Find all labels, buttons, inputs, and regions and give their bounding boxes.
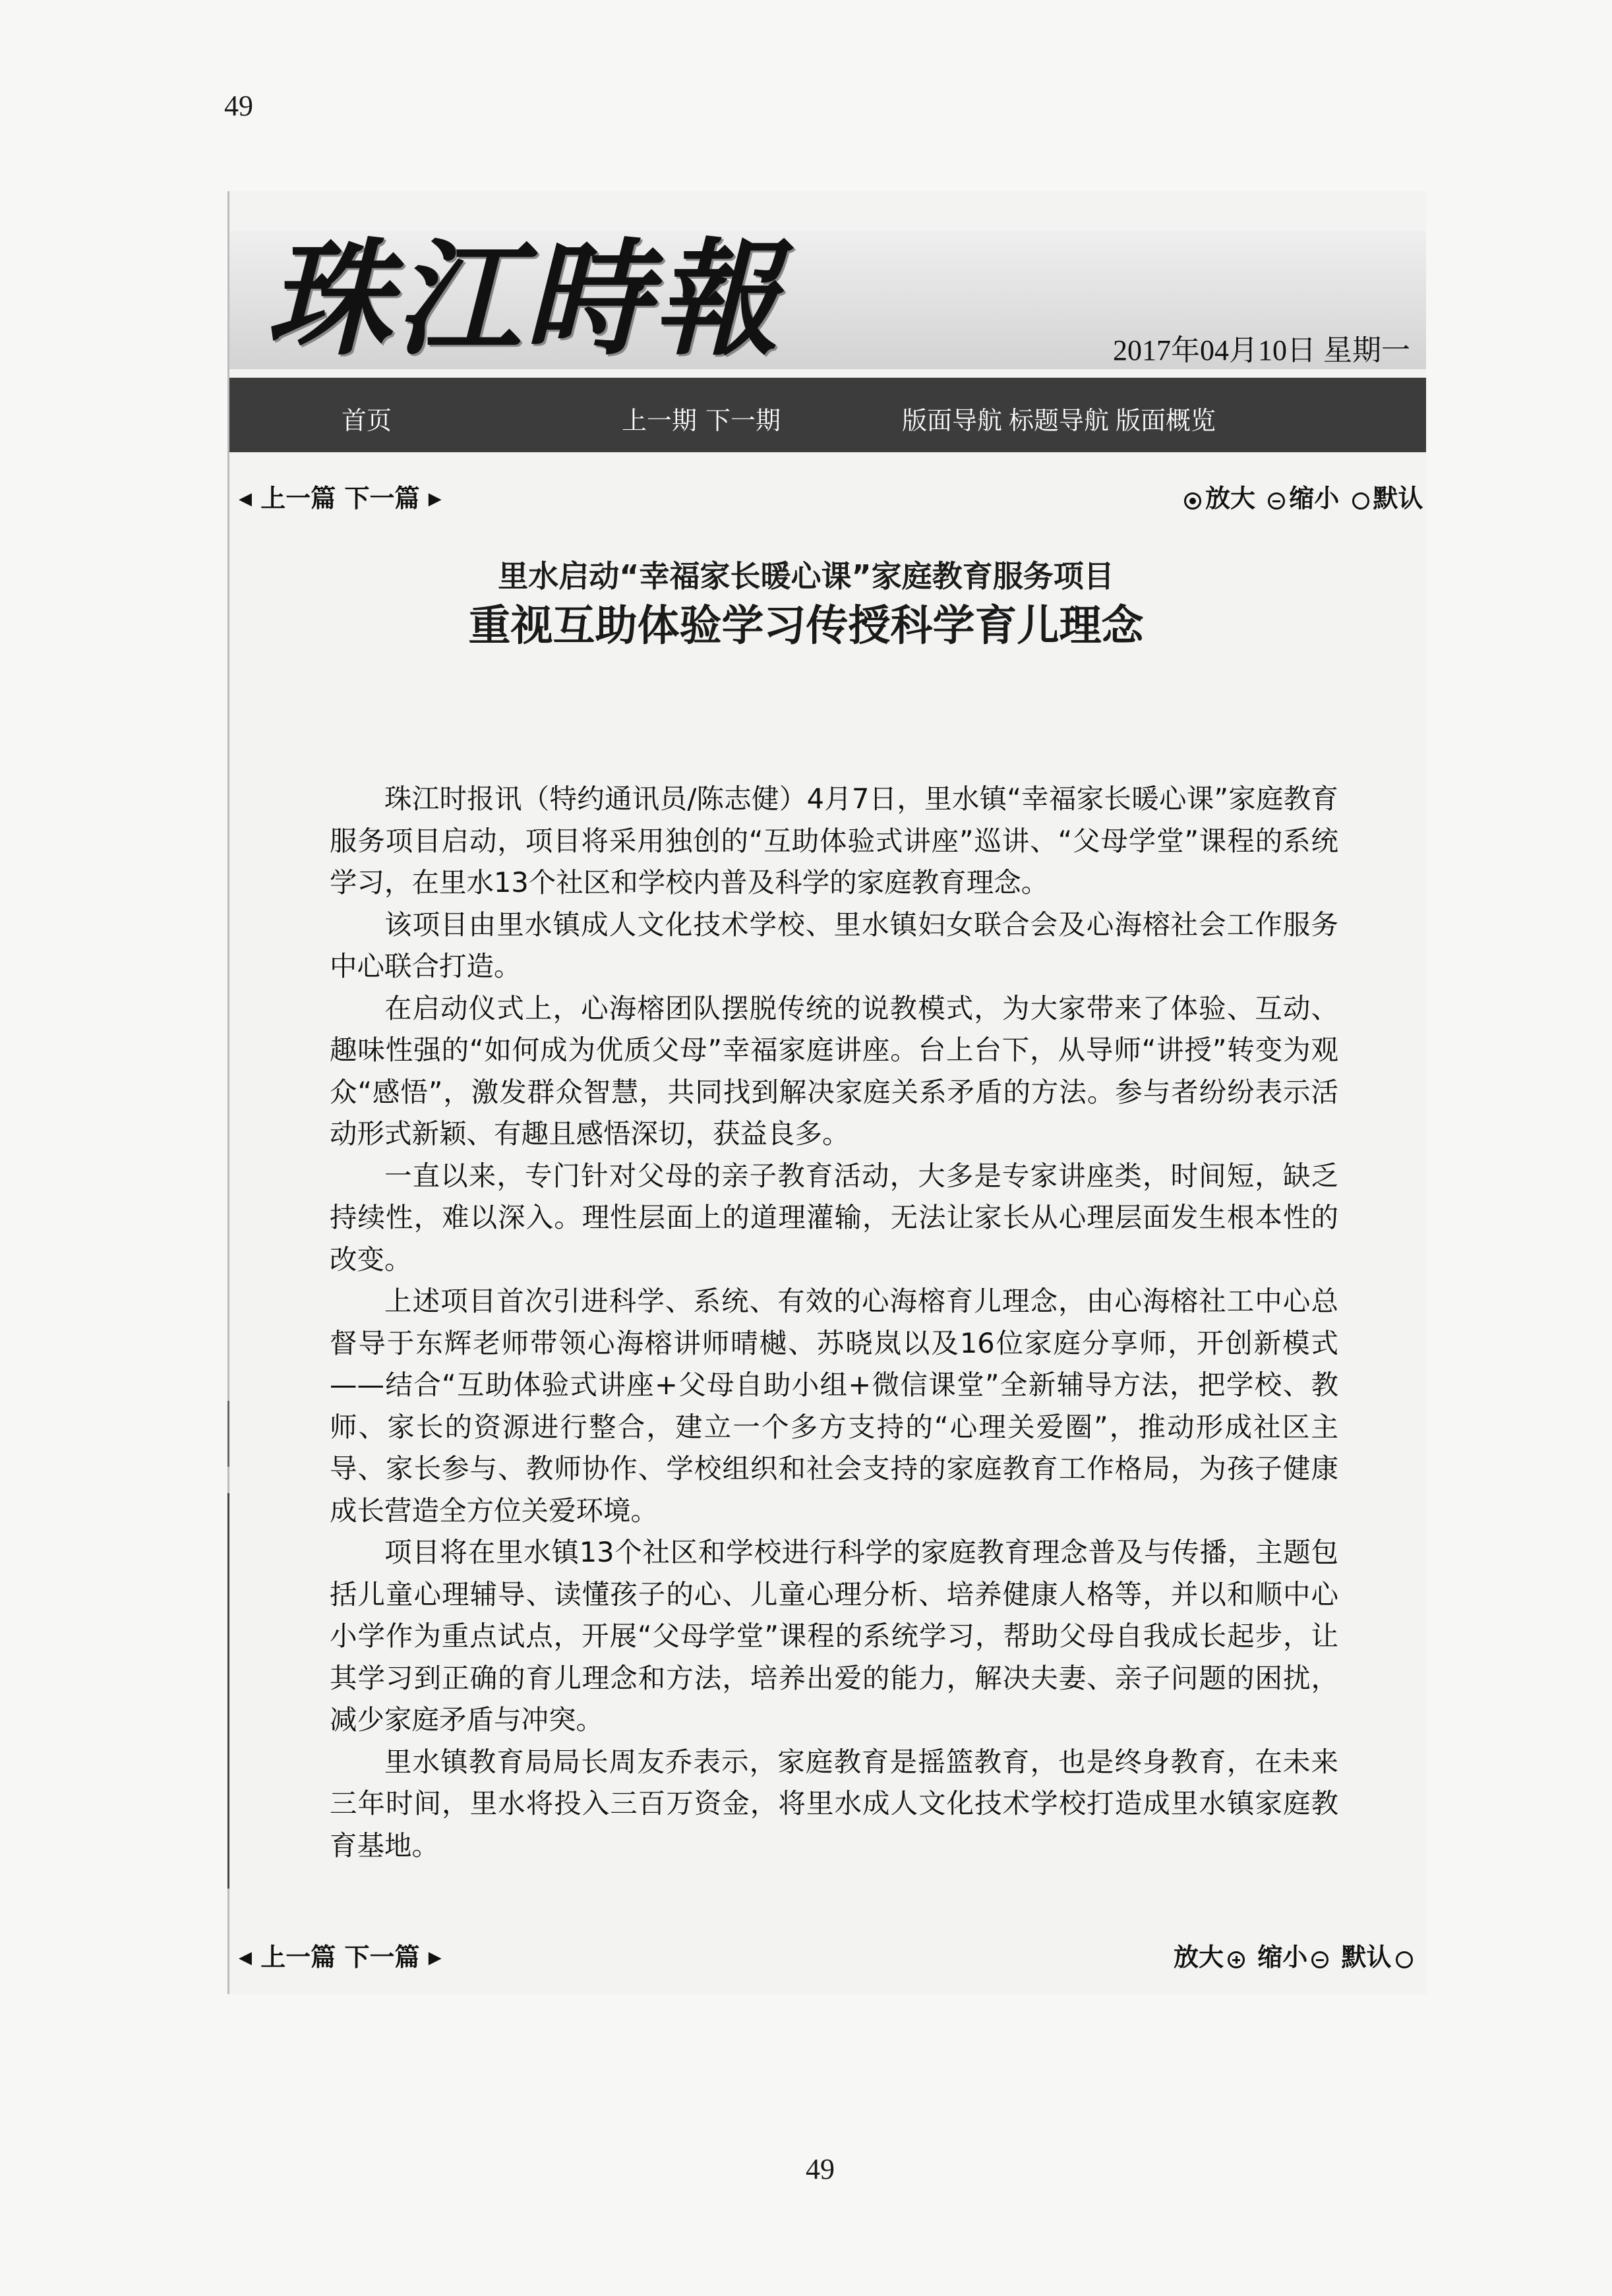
newspaper-logo: 珠江時報: [266, 227, 783, 372]
article-paragraph: 珠江时报讯（特约通讯员/陈志健）4月7日，里水镇“幸福家长暖心课”家庭教育服务项目启动，项目将采用独创的“互助体验式讲座”巡讲、“父母学堂”课程的系统学习，在里水13个社区和学校内普及科学的家庭教育理念。: [330, 782, 1338, 898]
scan-margin-bracket: [227, 1493, 236, 1889]
nav-prev-issue-link[interactable]: 上一期: [622, 406, 698, 435]
nav-title-nav-link[interactable]: 标题导航: [1009, 406, 1110, 435]
article-paragraph: 里水镇教育局局长周友乔表示，家庭教育是摇篮教育，也是终身教育，在未来三年时间，里水将投入三百万资金，将里水成人文化技术学校打造成里水镇家庭教育基地。: [330, 1745, 1338, 1862]
radio-empty-icon[interactable]: [1396, 1951, 1413, 1968]
zoom-enlarge-link[interactable]: 放大: [1174, 1943, 1224, 1972]
article-paragraph: 一直以来，专门针对父母的亲子教育活动，大多是专家讲座类，时间短，缺乏持续性，难以深入。理性层面上的道理灌输，无法让家长从心理层面发生根本性的改变。: [330, 1159, 1338, 1276]
zoom-enlarge-link[interactable]: 放大: [1205, 484, 1256, 513]
nav-next-issue-link[interactable]: 下一期: [705, 406, 781, 435]
article-paragraph: 项目将在里水镇13个社区和学校进行科学的家庭教育理念普及与传播，主题包括儿童心理辅导、读懂孩子的心、儿童心理分析、培养健康人格等，并以和顺中心小学作为重点试点，开展“父母学堂”课程的系统学习，帮助父母自我成长起步，让其学习到正确的育儿理念和方法，培养出爱的能力，解决夫妻、亲子问题的困扰，减少家庭矛盾与冲突。: [330, 1536, 1338, 1736]
caret-left-icon: ◀: [239, 1948, 252, 1968]
zoom-controls-bottom: [1174, 1937, 1417, 1973]
page-number-top: 49: [224, 90, 253, 122]
next-article-link[interactable]: 下一篇: [344, 1943, 420, 1972]
nav-page-nav-link[interactable]: 版面导航: [902, 406, 1003, 435]
radio-selected-icon[interactable]: [1184, 492, 1201, 510]
top-navbar: [229, 378, 1426, 452]
nav-home-link[interactable]: 首页: [342, 406, 392, 435]
page-number-bottom: 49: [806, 2153, 835, 2185]
scan-margin-mark: [227, 1401, 236, 1467]
caret-right-icon: ▶: [428, 1948, 442, 1968]
article-nav-top: [239, 478, 442, 514]
article-subtitle: 里水启动“幸福家长暖心课”家庭教育服务项目: [498, 558, 1114, 594]
radio-minus-icon[interactable]: [1268, 492, 1285, 510]
zoom-default-link[interactable]: 默认: [1341, 1943, 1392, 1972]
zoom-shrink-link[interactable]: 缩小: [1289, 484, 1340, 513]
minus-circle-icon[interactable]: [1311, 1951, 1328, 1968]
article-paragraph: 在启动仪式上，心海榕团队摆脱传统的说教模式，为大家带来了体验、互动、趣味性强的“如何成为优质父母”幸福家庭讲座。台上台下，从导师“讲授”转变为观众“感悟”，激发群众智慧，共同找到解决家庭关系矛盾的方法。参与者纷纷表示活动形式新颖、有趣且感悟深切，获益良多。: [330, 991, 1338, 1150]
nav-page-overview-link[interactable]: 版面概览: [1116, 406, 1216, 435]
zoom-default-link[interactable]: 默认: [1373, 484, 1423, 513]
caret-left-icon: ◀: [239, 489, 252, 509]
zoom-controls-top: [1180, 478, 1423, 514]
prev-article-link[interactable]: 上一篇: [260, 484, 336, 513]
issue-date: 2017年04月10日 星期一: [1113, 334, 1410, 367]
article-body: [330, 778, 1338, 1866]
article-paragraph: 该项目由里水镇成人文化技术学校、里水镇妇女联合会及心海榕社会工作服务中心联合打造。: [330, 908, 1338, 982]
prev-article-link[interactable]: 上一篇: [260, 1943, 336, 1972]
article-paragraph: 上述项目首次引进科学、系统、有效的心海榕育儿理念，由心海榕社工中心总督导于东辉老师带领心海榕讲师晴樾、苏晓岚以及16位家庭分享师，开创新模式——结合“互助体验式讲座+父母自助小组+微信课堂”全新辅导方法，把学校、教师、家长的资源进行整合，建立一个多方支持的“心理关爱圈”，推动形成社区主导、家长参与、教师协作、学校组织和社会支持的家庭教育工作格局，为孩子健康成长营造全方位关爱环境。: [330, 1285, 1338, 1527]
zoom-shrink-link[interactable]: 缩小: [1257, 1943, 1308, 1972]
caret-right-icon: ▶: [428, 489, 442, 509]
radio-empty-icon[interactable]: [1352, 492, 1369, 510]
next-article-link[interactable]: 下一篇: [344, 484, 420, 513]
article-title: 重视互助体验学习传授科学育儿理念: [468, 601, 1144, 651]
masthead: [229, 227, 1426, 372]
article-nav-bottom: [239, 1937, 442, 1973]
plus-circle-icon[interactable]: [1228, 1951, 1245, 1968]
